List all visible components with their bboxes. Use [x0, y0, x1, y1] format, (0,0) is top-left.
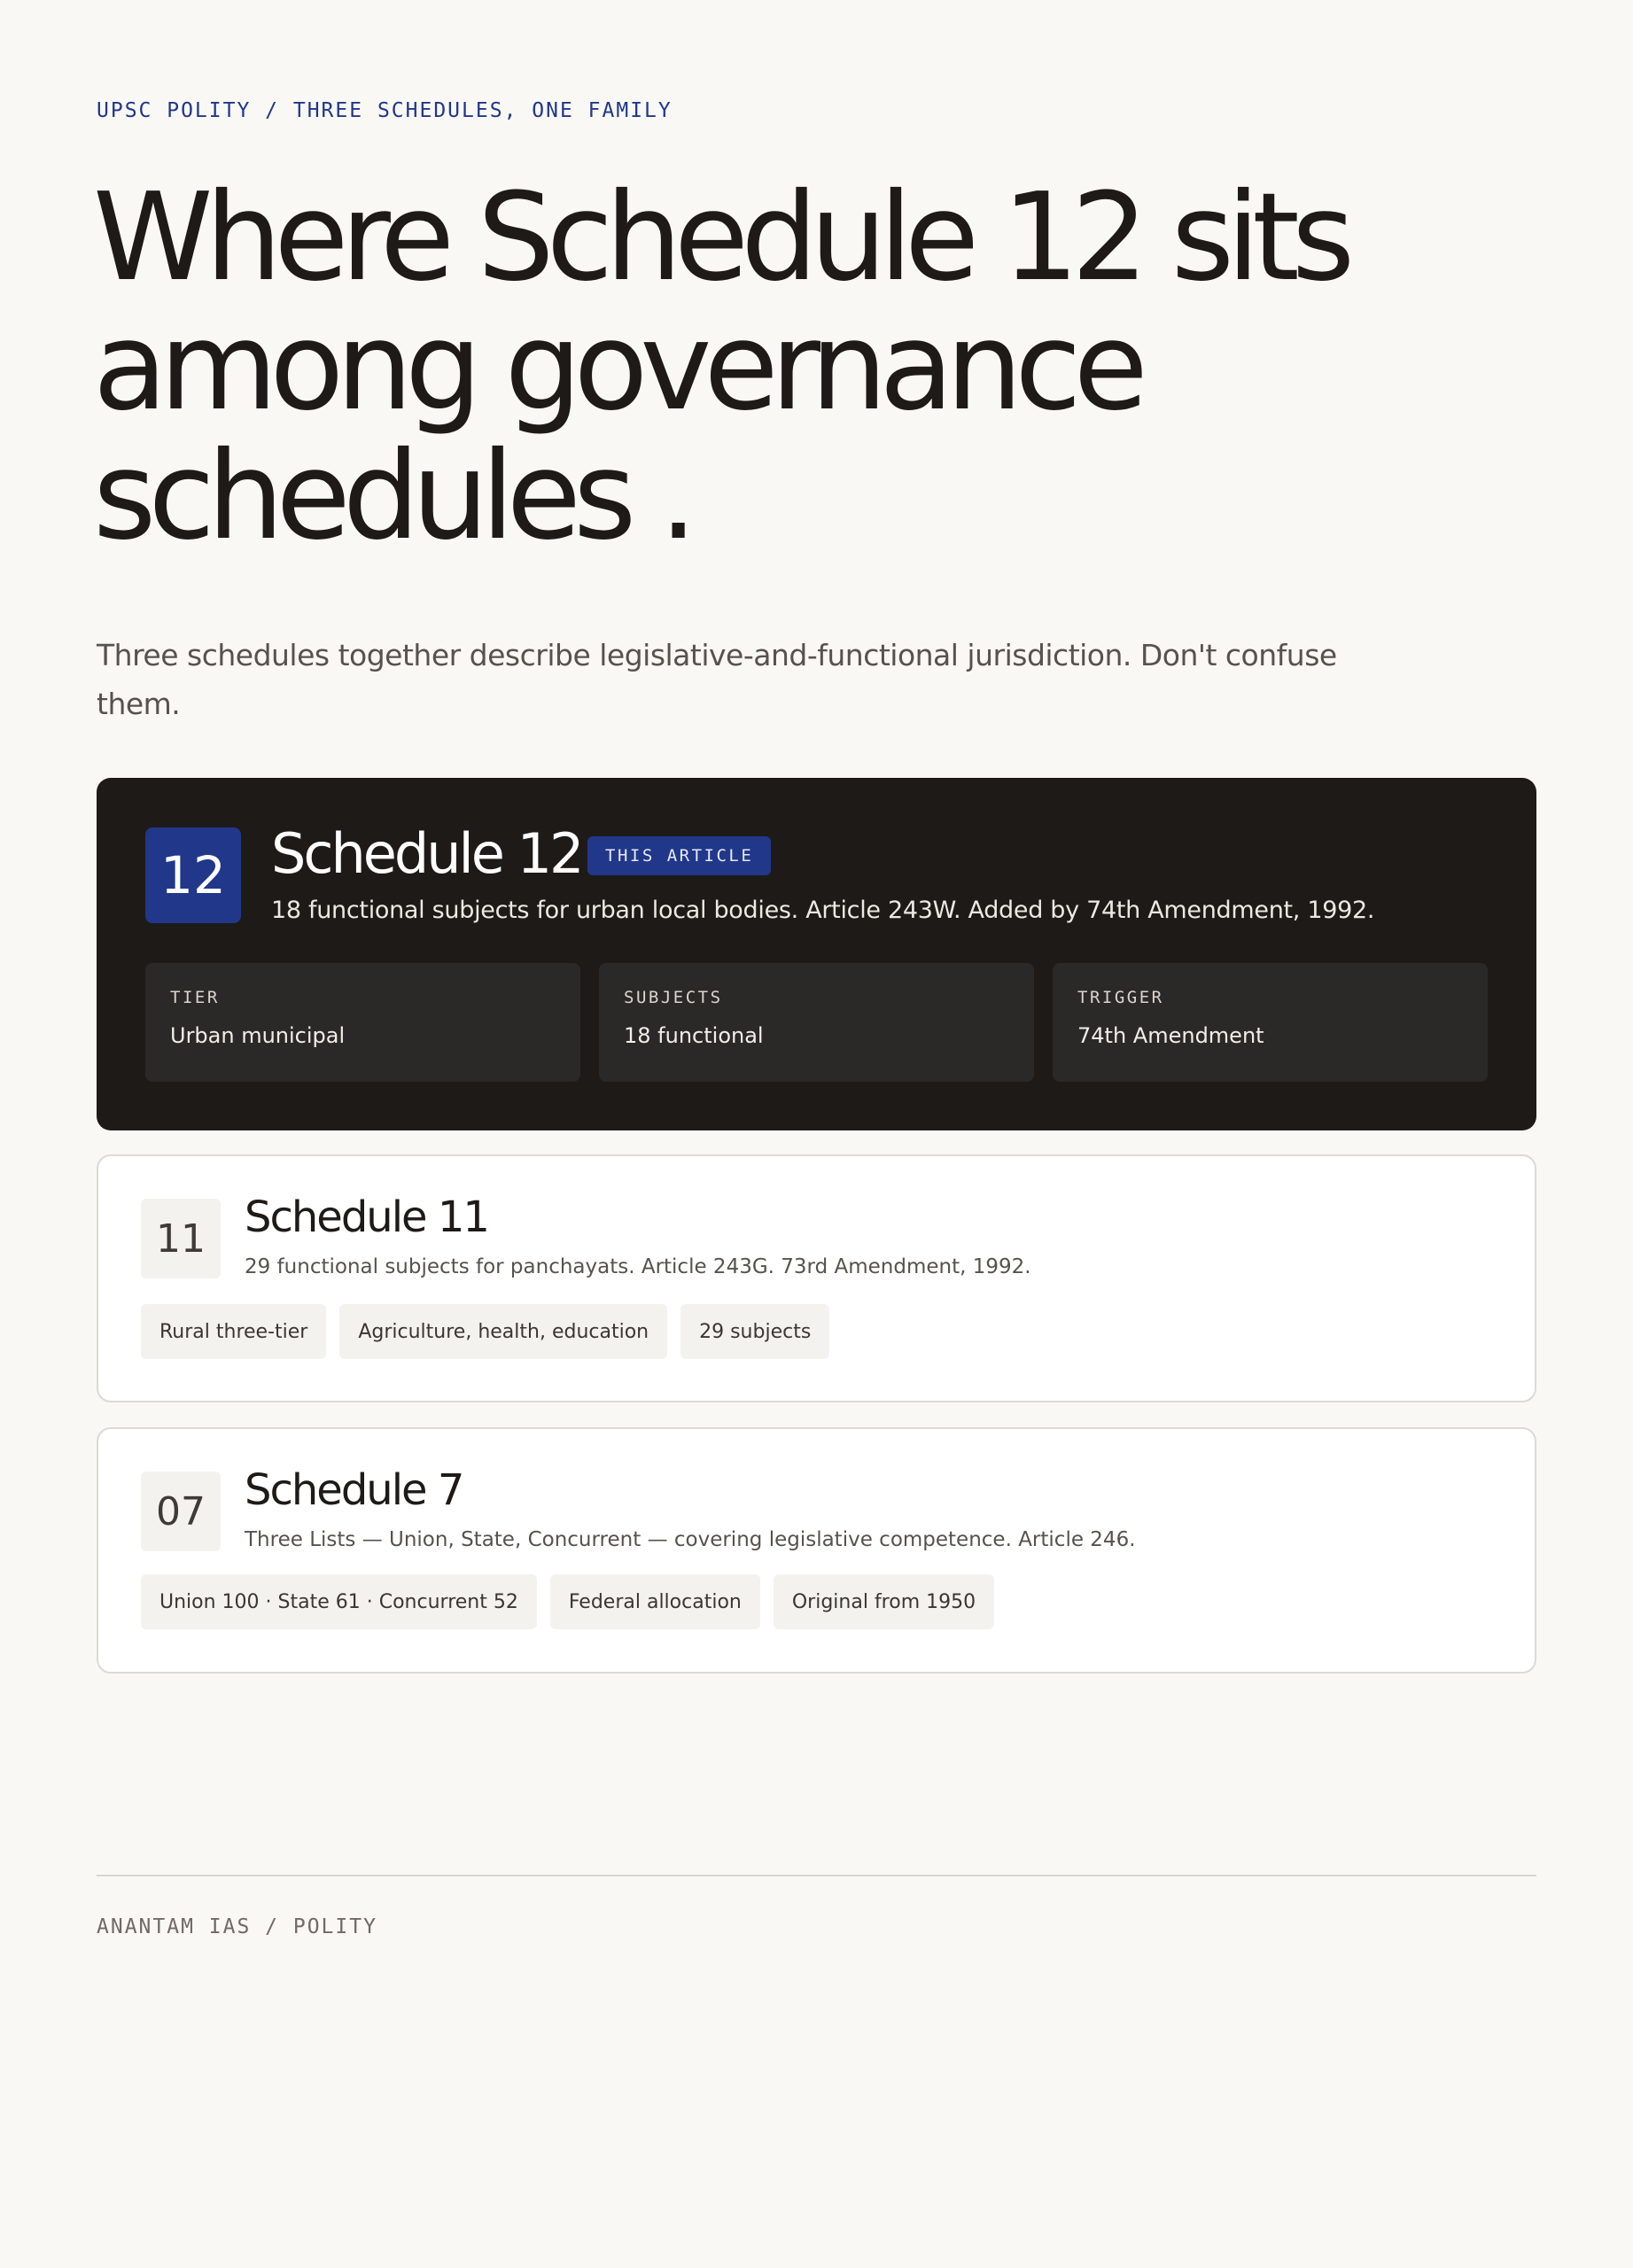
tag-chip: Rural three-tier — [141, 1304, 326, 1359]
headline-line-2: among governance — [93, 297, 1140, 438]
schedule-7-card — [97, 1427, 1536, 1674]
schedule-title: Schedule 7 — [245, 1465, 463, 1515]
stat-subjects — [599, 963, 1034, 1082]
lede-paragraph: Three schedules together describe legislative-and-functional jurisdiction. Don't confuse them. — [97, 638, 1337, 721]
tag-chip: 29 subjects — [680, 1304, 829, 1359]
this-article-badge: THIS ARTICLE — [587, 836, 771, 875]
schedule-11-card — [97, 1154, 1536, 1402]
tag-list — [141, 1574, 994, 1629]
schedule-title: Schedule 11 — [245, 1192, 488, 1242]
tag-chip: Agriculture, health, education — [339, 1304, 667, 1359]
stat-label: SUBJECTS — [624, 988, 723, 1007]
schedule-number-badge: 12 — [145, 827, 241, 923]
schedule-description: 18 functional subjects for urban local bodies. Article 243W. Added by 74th Amendment, 1992. — [271, 897, 1375, 924]
stat-trigger — [1053, 963, 1488, 1082]
schedule-12-card — [97, 778, 1536, 1130]
schedule-number-badge: 07 — [141, 1472, 221, 1551]
schedule-title: Schedule 12 — [271, 821, 582, 886]
stat-label: TRIGGER — [1077, 988, 1164, 1007]
stat-value: 74th Amendment — [1077, 1023, 1264, 1048]
footer-divider — [97, 1875, 1536, 1876]
tag-chip: Original from 1950 — [774, 1574, 994, 1629]
tag-chip: Union 100 · State 61 · Concurrent 52 — [141, 1574, 537, 1629]
tag-list — [141, 1304, 829, 1359]
page-title — [93, 167, 1582, 567]
schedule-description: Three Lists — Union, State, Concurrent — covering legislative competence. Article 246. — [245, 1528, 1136, 1551]
headline-line-3: schedules . — [93, 426, 690, 567]
schedule-description: 29 functional subjects for panchayats. Article 243G. 73rd Amendment, 1992. — [245, 1255, 1031, 1278]
stat-value: 18 functional — [624, 1023, 764, 1048]
footer-credit: ANANTAM IAS / POLITY — [97, 1915, 377, 1938]
schedule-number-badge: 11 — [141, 1199, 221, 1278]
stat-label: TIER — [170, 988, 220, 1007]
tag-chip: Federal allocation — [550, 1574, 760, 1629]
breadcrumb: UPSC POLITY / THREE SCHEDULES, ONE FAMILY — [97, 99, 673, 122]
headline-line-1: Where Schedule 12 sits — [93, 167, 1348, 308]
schedule-stats — [145, 963, 1488, 1082]
stat-value: Urban municipal — [170, 1023, 346, 1048]
stat-tier — [145, 963, 580, 1082]
